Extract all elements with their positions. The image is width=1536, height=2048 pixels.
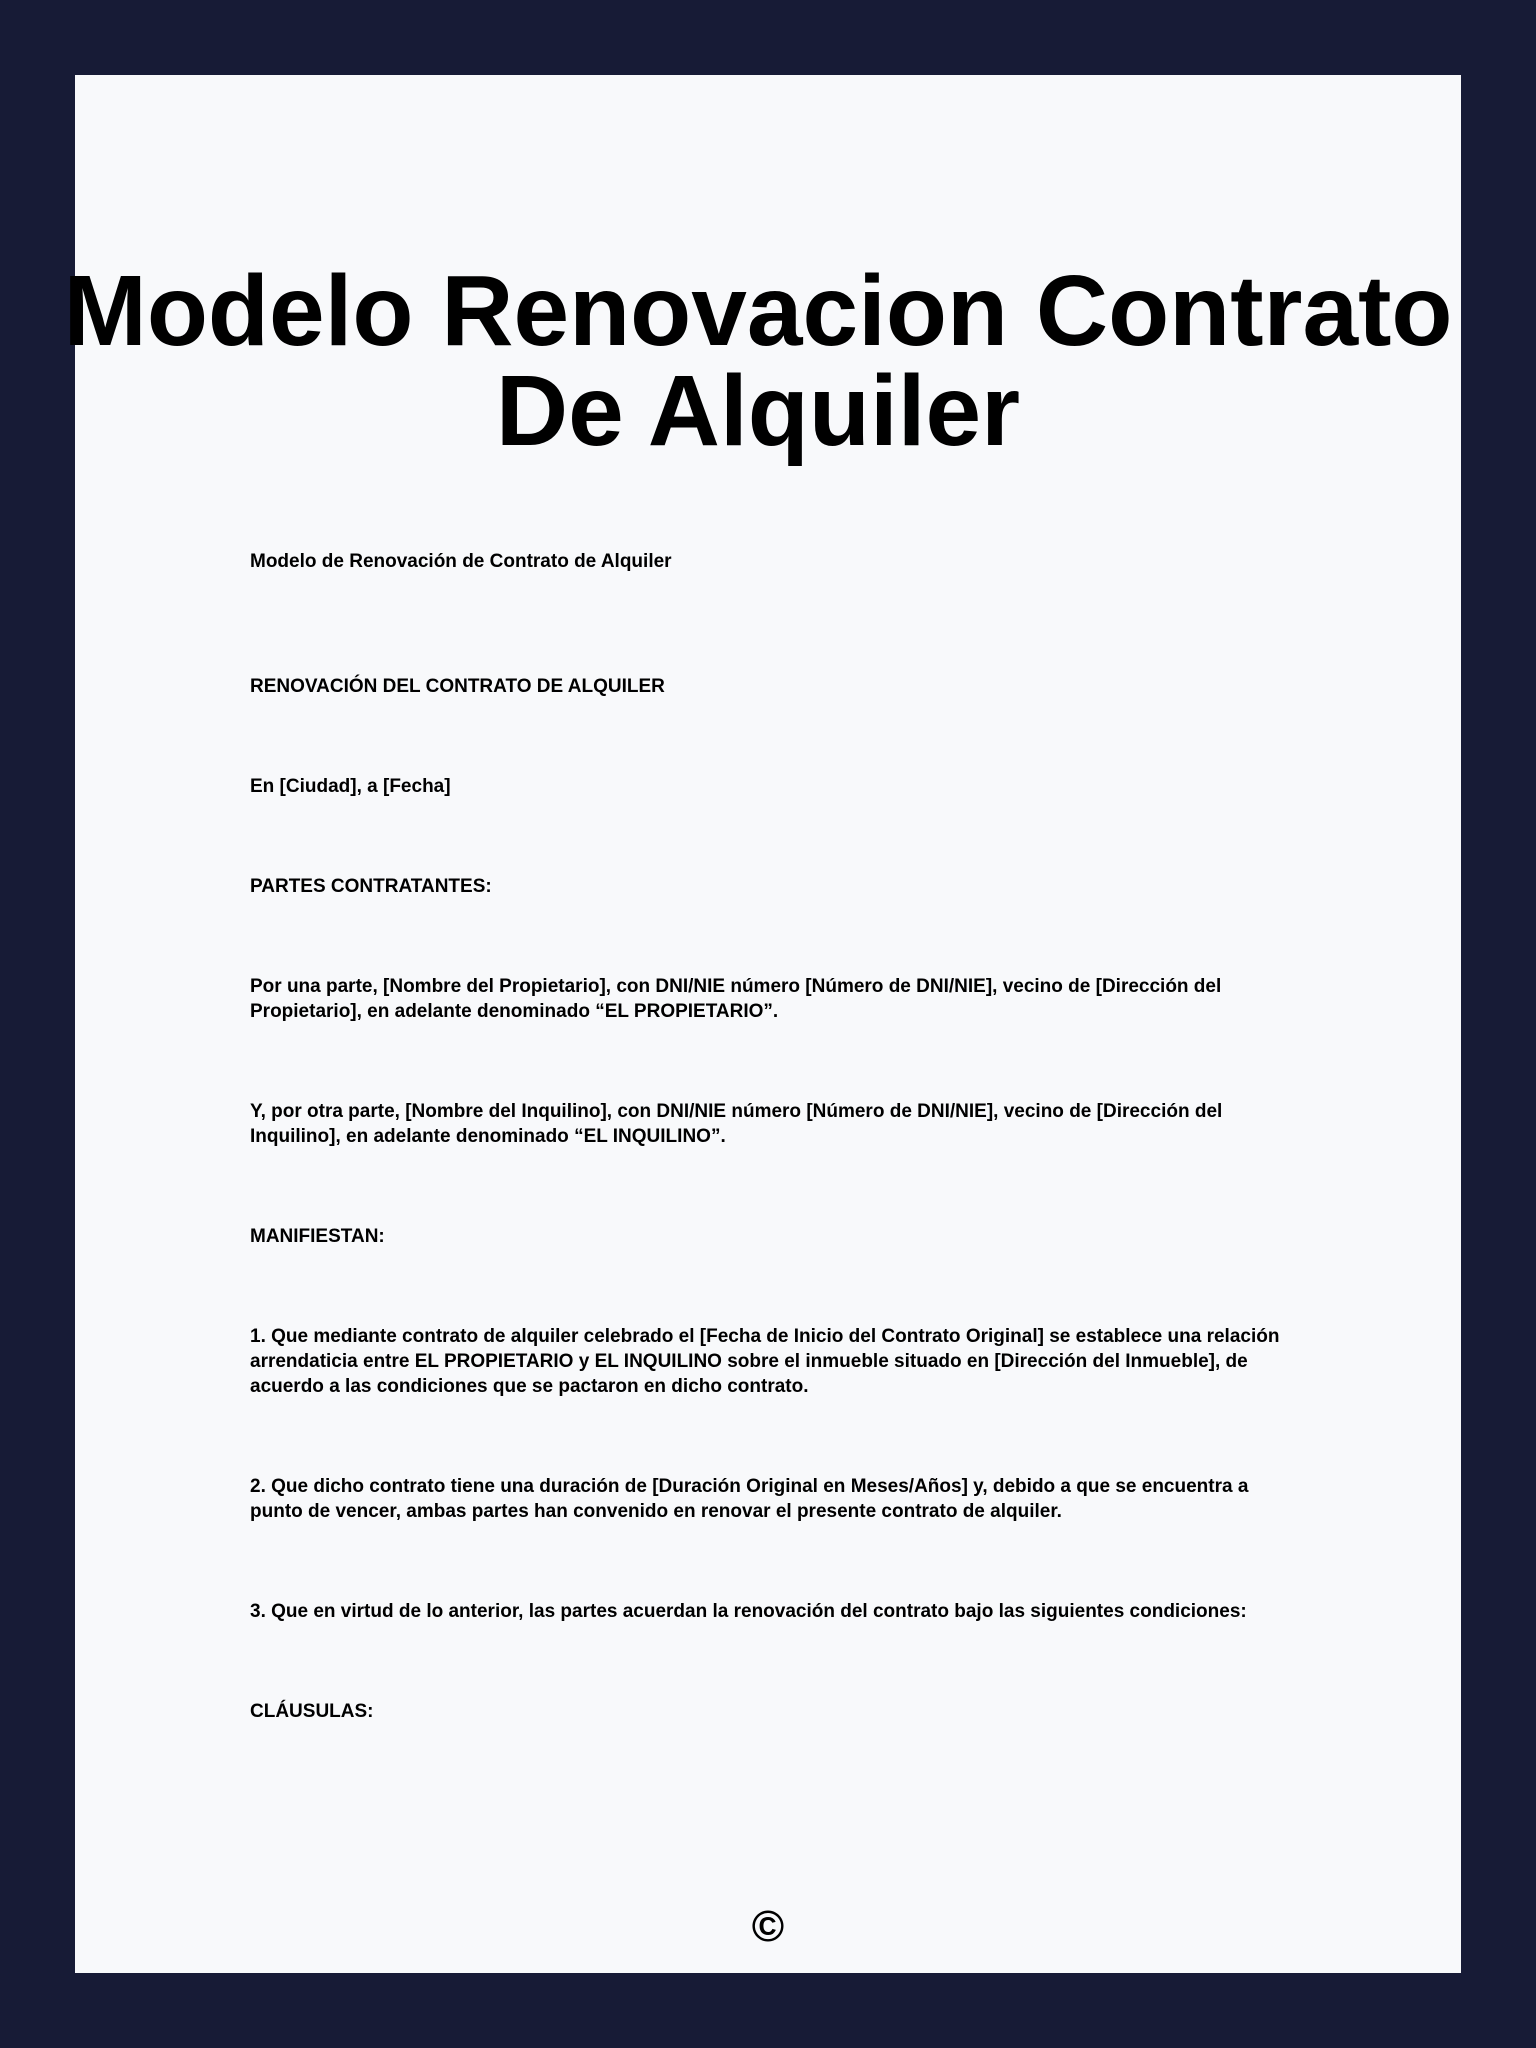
place-date-line: En [Ciudad], a [Fecha] <box>250 776 451 797</box>
title-line-1: Modelo Renovacion Contrato <box>63 255 1453 367</box>
statement-1: 1. Que mediante contrato de alquiler celebrado el [Fecha de Inicio del Contrato Original] se establece una relación arrendaticia entre EL PROPIETARIO y EL INQUILINO sobre el inmueble situado en [Dirección del Inmueble], de acuerdo a las condiciones que se pactaron en dicho contrato. <box>250 1326 1280 1397</box>
section-heading-manifiestan: MANIFIESTAN: <box>250 1226 385 1247</box>
document-subtitle: Modelo de Renovación de Contrato de Alquiler <box>250 551 672 572</box>
paragraph-inquilino: Y, por otra parte, [Nombre del Inquilino], con DNI/NIE número [Número de DNI/NIE], vecino de [Dirección del Inquilino], en adelante denominado “EL INQUILINO”. <box>250 1101 1223 1147</box>
section-heading-partes: PARTES CONTRATANTES: <box>250 876 492 897</box>
paragraph-propietario: Por una parte, [Nombre del Propietario], con DNI/NIE número [Número de DNI/NIE], vecino de [Dirección del Propietario], en adelante denominado “EL PROPIETARIO”. <box>250 976 1222 1022</box>
statement-2: 2. Que dicho contrato tiene una duración de [Duración Original en Meses/Años] y, debido a que se encuentra a punto de vencer, ambas partes han convenido en renovar el presente contrato de alquiler. <box>250 1476 1249 1522</box>
title-line-2: De Alquiler <box>495 355 1021 467</box>
page-title <box>35 255 1481 467</box>
section-heading-clausulas: CLÁUSULAS: <box>250 1701 374 1722</box>
document-body <box>250 549 1290 1799</box>
document-page <box>63 75 1461 1973</box>
section-heading-renovacion: RENOVACIÓN DEL CONTRATO DE ALQUILER <box>250 676 665 697</box>
copyright-icon: © <box>751 1902 785 1951</box>
statement-3: 3. Que en virtud de lo anterior, las partes acuerdan la renovación del contrato bajo las siguientes condiciones: <box>250 1601 1247 1622</box>
